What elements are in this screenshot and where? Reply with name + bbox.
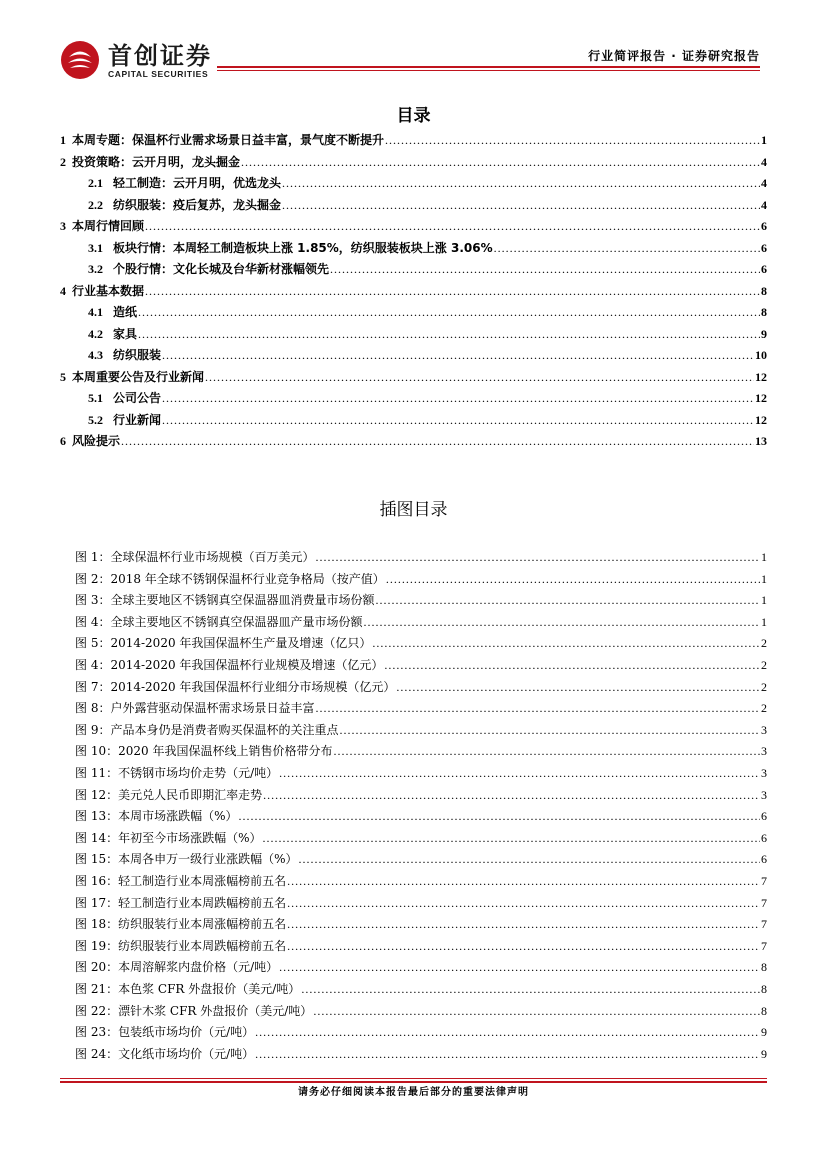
toc-entry-page: 4: [761, 197, 767, 212]
figure-entry-page: 7: [761, 874, 767, 888]
toc-entry-title: 风险提示: [72, 434, 121, 448]
toc-entry-page: 6: [761, 219, 767, 233]
dot-leader: [255, 1023, 760, 1041]
header-divider: [217, 66, 760, 68]
dot-leader: [255, 1045, 760, 1063]
figure-entry[interactable]: [75, 1002, 767, 1020]
toc-entry[interactable]: [88, 174, 767, 192]
dot-leader: [386, 570, 760, 588]
dot-leader: [287, 872, 760, 890]
dot-leader: [205, 368, 754, 386]
dot-leader: [339, 721, 760, 739]
figure-entry-title: 图 18：纺织服装行业本周涨幅榜前五名: [75, 917, 287, 932]
toc-entry-title: 行业新闻: [113, 412, 162, 427]
figure-entry[interactable]: [75, 872, 767, 890]
figure-entry-page: 7: [761, 895, 767, 910]
figure-entry-title: 图 21：本色浆 CFR 外盘报价（美元/吨）: [75, 982, 301, 996]
brand-name-en: CAPITAL SECURITIES: [108, 69, 209, 79]
toc-entry-page: 6: [761, 262, 767, 276]
toc-entry-page: 12: [755, 391, 767, 405]
toc-entry[interactable]: [88, 325, 767, 343]
toc-entry-number: 5.2: [88, 412, 103, 427]
figure-entry[interactable]: [75, 613, 767, 631]
dot-leader: [330, 260, 760, 278]
toc-entry-number: 5.1: [88, 391, 103, 405]
dot-leader: [315, 699, 760, 717]
toc-entry-number: 4.2: [88, 326, 103, 341]
capital-securities-logo-icon: [60, 40, 100, 80]
dot-leader: [384, 656, 760, 674]
figure-entry-title: 图 15：本周各申万一级行业涨跌幅（%）: [75, 852, 298, 867]
footer-divider-thin: [60, 1078, 767, 1079]
dot-leader: [301, 980, 760, 998]
page-header: [0, 0, 827, 90]
figure-entry-page: 2: [761, 701, 767, 716]
toc-entry[interactable]: [60, 282, 767, 300]
toc-entry-title: 公司公告: [113, 391, 162, 405]
dot-leader: [315, 548, 760, 566]
figure-entry-page: 3: [761, 766, 767, 780]
figure-entry-title: 图 23：包装纸市场均价（元/吨）: [75, 1025, 255, 1040]
dot-leader: [138, 325, 760, 343]
figure-entry[interactable]: [75, 958, 767, 976]
dot-leader: [145, 217, 760, 235]
toc-entry-page: 4: [761, 154, 767, 169]
toc-entry[interactable]: [60, 131, 767, 149]
figure-entry-title: 图 19：纺织服装行业本周跌幅榜前五名: [75, 938, 287, 953]
dot-leader: [313, 1002, 760, 1020]
toc-entry-number: 2: [60, 154, 66, 169]
dot-leader: [372, 634, 760, 652]
figure-entry-page: 1: [761, 571, 767, 586]
header-divider-thin: [217, 70, 760, 71]
figure-entry-page: 2: [761, 679, 767, 694]
dot-leader: [333, 742, 760, 760]
dot-leader: [239, 807, 761, 825]
toc-entry-title: 造纸: [113, 305, 138, 319]
figure-entry-page: 3: [761, 787, 767, 802]
figure-entry-title: 图 7：2014-2020 年我国保温杯行业细分市场规模（亿元）: [75, 679, 396, 694]
figure-entry-page: 9: [761, 1025, 767, 1040]
toc-entry-title: 投资策略：云开月明，龙头掘金: [72, 154, 241, 169]
dot-leader: [162, 346, 754, 364]
dot-leader: [287, 937, 760, 955]
figure-entry-page: 6: [761, 809, 767, 824]
dot-leader: [299, 850, 761, 868]
figure-entry[interactable]: [75, 699, 767, 717]
figure-entry-page: 9: [761, 1046, 767, 1061]
dot-leader: [263, 786, 760, 804]
figure-entry[interactable]: [75, 850, 767, 868]
figure-entry-title: 图 17：轻工制造行业本周跌幅榜前五名: [75, 895, 287, 910]
figure-entry[interactable]: [75, 807, 767, 825]
figure-entry[interactable]: [75, 721, 767, 739]
figure-entry-page: 3: [761, 744, 767, 759]
figure-entry[interactable]: [75, 634, 767, 652]
figure-entry[interactable]: [75, 980, 767, 998]
toc-entry-page: 10: [755, 348, 767, 362]
footer-divider: [60, 1081, 767, 1083]
figure-entry-page: 1: [761, 614, 767, 629]
toc-entry-title: 本周专题：保温杯行业需求场景日益丰富，景气度不断提升: [72, 133, 385, 147]
dot-leader: [241, 153, 760, 171]
figure-entry-page: 8: [761, 982, 767, 996]
toc-entry-number: 3: [60, 219, 66, 233]
toc-entry[interactable]: [88, 260, 767, 278]
figure-entry-title: 图 20：本周溶解浆内盘价格（元/吨）: [75, 960, 279, 975]
toc-entry-page: 8: [761, 283, 767, 298]
figure-entry[interactable]: [75, 915, 767, 933]
figure-entry-title: 图 12：美元兑人民币即期汇率走势: [75, 787, 263, 802]
figure-entry-title: 图 14：年初至今市场涨跌幅（%）: [75, 830, 262, 845]
toc-entry-title: 本周重要公告及行业新闻: [72, 369, 205, 384]
toc-entry-number: 4.1: [88, 305, 103, 319]
figure-entry[interactable]: [75, 764, 767, 782]
figure-entry[interactable]: [75, 1045, 767, 1063]
figure-entry-title: 图 11：不锈钢市场均价走势（元/吨）: [75, 766, 279, 780]
figure-entry-page: 8: [761, 960, 767, 975]
toc-entry-number: 4: [60, 283, 66, 298]
figure-entry[interactable]: [75, 678, 767, 696]
figure-entry[interactable]: [75, 656, 767, 674]
figure-entry[interactable]: [75, 742, 767, 760]
toc-entry-title: 行业基本数据: [72, 283, 145, 298]
toc-entry-title: 本周行情回顾: [72, 219, 145, 233]
toc-entry-number: 4.3: [88, 348, 103, 362]
toc-entry[interactable]: [88, 346, 767, 364]
figure-entry-title: 图 24：文化纸市场均价（元/吨）: [75, 1046, 255, 1061]
figure-entry[interactable]: [75, 548, 767, 566]
toc-entry-title: 板块行情：本周轻工制造板块上涨 1.85%，纺织服装板块上涨 3.06%: [113, 240, 493, 255]
toc-entry-page: 8: [761, 305, 767, 319]
toc-entry[interactable]: [88, 303, 767, 321]
figure-entry-page: 7: [761, 938, 767, 953]
dot-leader: [396, 678, 760, 696]
figure-entry-page: 6: [761, 852, 767, 867]
toc-entry-title: 个股行情：文化长城及台华新材涨幅领先: [113, 262, 330, 276]
toc-entry[interactable]: [60, 153, 767, 171]
toc-entry-title: 纺织服装：疫后复苏，龙头掘金: [113, 197, 282, 212]
figure-entry[interactable]: [75, 894, 767, 912]
dot-leader: [282, 174, 760, 192]
figure-entry[interactable]: [75, 937, 767, 955]
dot-leader: [375, 591, 760, 609]
figure-entry-page: 3: [761, 722, 767, 737]
toc-entry-number: 2.2: [88, 197, 103, 212]
figure-entry-title: 图 13：本周市场涨跌幅（%）: [75, 809, 238, 824]
toc-entry-page: 12: [755, 369, 767, 384]
figure-entry-title: 图 22：漂针木浆 CFR 外盘报价（美元/吨）: [75, 1003, 313, 1018]
toc-title: 目录: [396, 106, 431, 126]
dot-leader: [263, 829, 761, 847]
toc-entry[interactable]: [88, 196, 767, 214]
figure-entry-title: 图 4：全球主要地区不锈钢真空保温器皿产量市场份额: [75, 614, 363, 629]
figure-entry[interactable]: [75, 591, 767, 609]
toc-entry-number: 6: [60, 434, 66, 448]
figure-entry-title: 图 5：2014-2020 年我国保温杯生产量及增速（亿只）: [75, 636, 372, 651]
dot-leader: [279, 958, 760, 976]
toc-entry-page: 1: [761, 133, 767, 147]
figure-entry[interactable]: [75, 1023, 767, 1041]
toc-entry[interactable]: [88, 389, 767, 407]
brand-name-cn: 首创证券: [108, 42, 212, 70]
dot-leader: [494, 239, 760, 257]
figure-entry-page: 2: [761, 636, 767, 651]
toc-entry-title: 轻工制造：云开月明，优选龙头: [113, 176, 282, 190]
toc-entry[interactable]: [60, 217, 767, 235]
toc-entry-page: 13: [755, 434, 767, 448]
figure-entry-page: 2: [761, 658, 767, 672]
figure-entry-title: 图 2：2018 年全球不锈钢保温杯行业竞争格局（按产值）: [75, 571, 385, 586]
figure-entry-page: 6: [761, 830, 767, 845]
figure-list-title: 插图目录: [379, 500, 448, 520]
dot-leader: [287, 894, 760, 912]
figure-entry-page: 8: [761, 1003, 767, 1018]
figure-entry-page: 7: [761, 917, 767, 932]
figure-entry-title: 图 16：轻工制造行业本周涨幅榜前五名: [75, 874, 287, 888]
figure-entry-title: 图 3：全球主要地区不锈钢真空保温器皿消费量市场份额: [75, 593, 375, 608]
toc-entry-number: 1: [60, 133, 66, 147]
toc-entry-number: 5: [60, 369, 66, 384]
dot-leader: [162, 411, 754, 429]
toc-entry[interactable]: [60, 368, 767, 386]
figure-entry[interactable]: [75, 829, 767, 847]
toc-entry-title: 家具: [113, 326, 138, 341]
toc-entry-number: 3.1: [88, 240, 103, 255]
toc-entry[interactable]: [88, 411, 767, 429]
toc-entry-page: 9: [761, 326, 767, 341]
toc-entry-page: 6: [761, 240, 767, 255]
figure-entry-page: 1: [761, 593, 767, 608]
toc-entry-number: 3.2: [88, 262, 103, 276]
dot-leader: [385, 131, 760, 149]
figure-entry-page: 1: [761, 550, 767, 564]
dot-leader: [279, 764, 760, 782]
figure-entry-title: 图 8：户外露营驱动保温杯需求场景日益丰富: [75, 701, 315, 716]
legal-disclaimer: 请务必仔细阅读本报告最后部分的重要法律声明: [298, 1087, 529, 1098]
figure-entry[interactable]: [75, 570, 767, 588]
dot-leader: [145, 282, 760, 300]
toc-entry-title: 纺织服装: [113, 348, 162, 362]
dot-leader: [162, 389, 754, 407]
dot-leader: [282, 196, 760, 214]
toc-entry[interactable]: [88, 239, 767, 257]
figure-entry-title: 图 10：2020 年我国保温杯线上销售价格带分布: [75, 744, 333, 759]
toc-entry-number: 2.1: [88, 176, 103, 190]
figure-entry[interactable]: [75, 786, 767, 804]
dot-leader: [363, 613, 760, 631]
toc-entry-page: 4: [761, 176, 767, 190]
toc-entry-page: 12: [755, 412, 767, 427]
report-type: 行业简评报告 · 证券研究报告: [588, 49, 760, 63]
figure-entry-title: 图 4：2014-2020 年我国保温杯行业规模及增速（亿元）: [75, 658, 384, 672]
dot-leader: [287, 915, 760, 933]
toc-entry[interactable]: [60, 432, 767, 450]
dot-leader: [138, 303, 760, 321]
figure-entry-title: 图 9：产品本身仍是消费者购买保温杯的关注重点: [75, 722, 339, 737]
figure-entry-title: 图 1：全球保温杯行业市场规模（百万美元）: [75, 550, 315, 564]
dot-leader: [121, 432, 754, 450]
